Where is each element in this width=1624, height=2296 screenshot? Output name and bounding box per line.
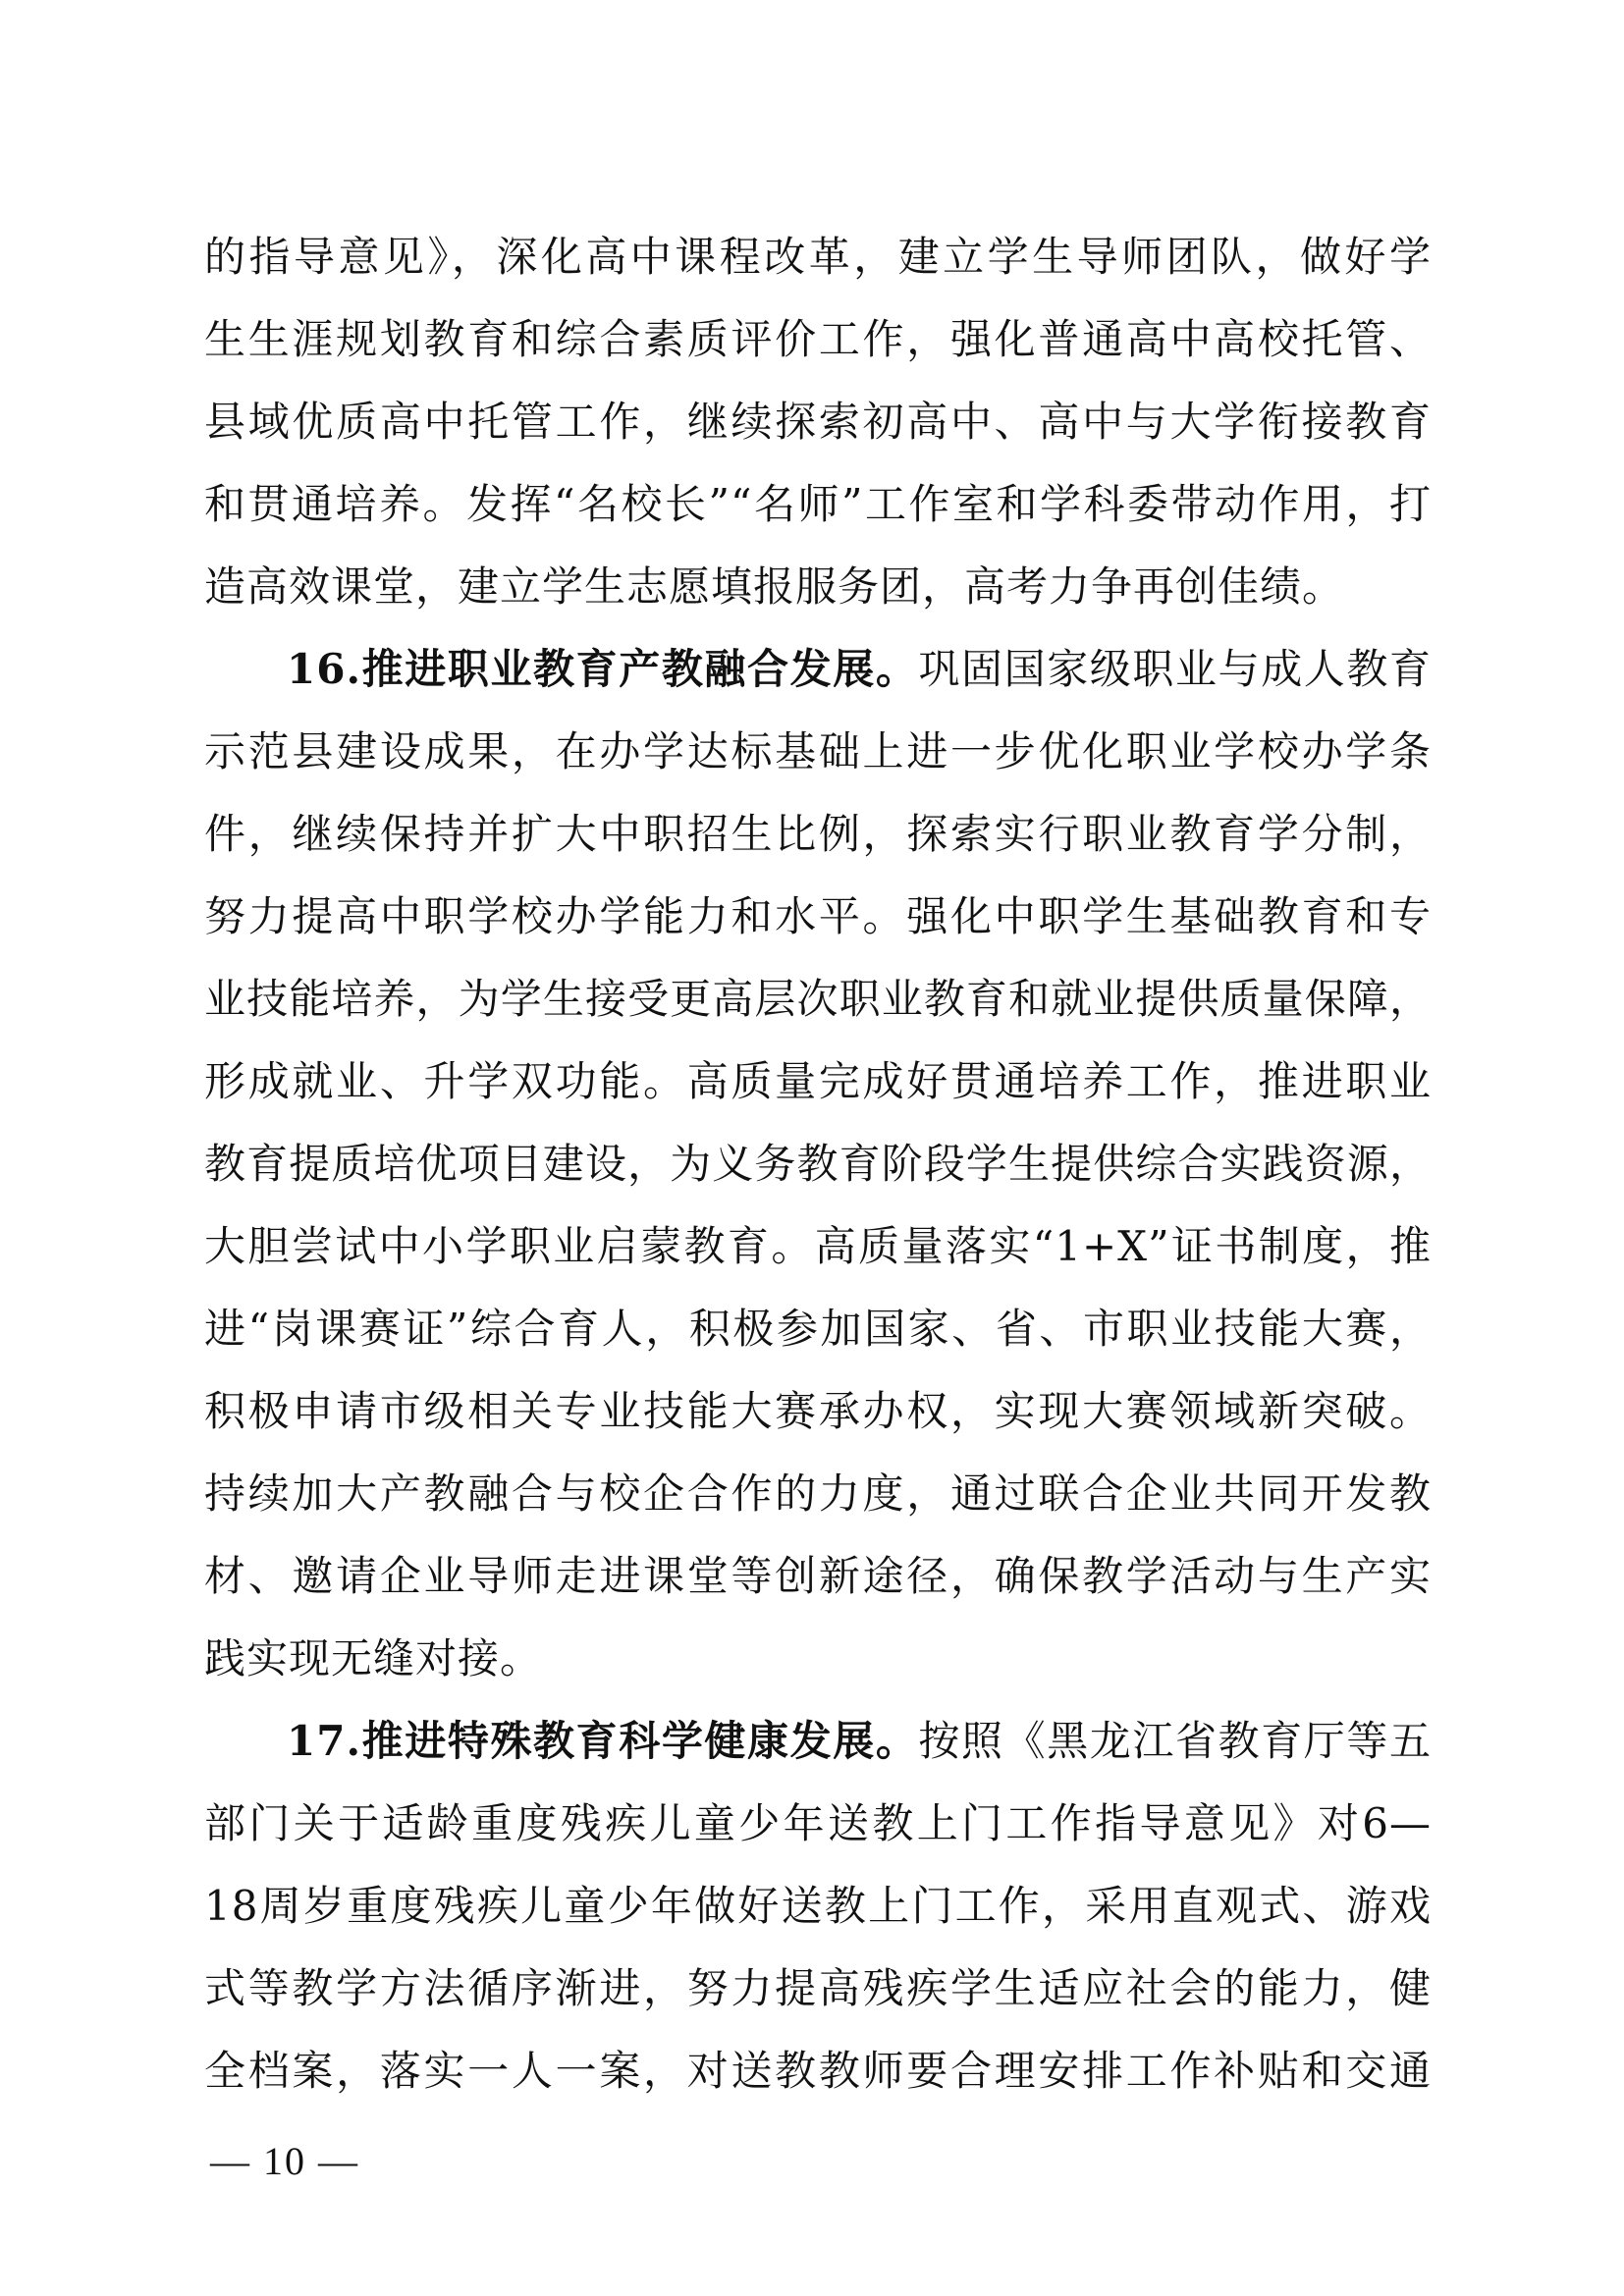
section-16-first-line <box>204 628 1432 711</box>
section-17-first-line <box>204 1700 1432 1783</box>
text-line: 积极申请市级相关专业技能大赛承办权，实现大赛领域新突破。 <box>204 1387 1432 1435</box>
page-number: — 10 — <box>210 2139 359 2183</box>
text-line: 进“岗课赛证”综合育人，积极参加国家、省、市职业技能大赛， <box>204 1305 1432 1353</box>
text-line: 材、邀请企业导师走进课堂等创新途径，确保教学活动与生产实 <box>204 1552 1432 1600</box>
text-line: 教育提质培优项目建设，为义务教育阶段学生提供综合实践资源， <box>204 1140 1432 1188</box>
text-line: 践实现无缝对接。 <box>204 1634 543 1682</box>
text-line: 县域优质高中托管工作，继续探索初高中、高中与大学衔接教育 <box>204 398 1432 446</box>
text-line: 18周岁重度残疾儿童少年做好送教上门工作，采用直观式、游戏 <box>204 1882 1432 1930</box>
text-line: 和贯通培养。发挥“名校长”“名师”工作室和学科委带动作用，打 <box>204 480 1432 528</box>
section-16-first-line-text: 巩固国家级职业与成人教育 <box>918 645 1432 693</box>
text-line: 式等教学方法循序渐进，努力提高残疾学生适应社会的能力，健 <box>204 1964 1432 2012</box>
section-17-heading: 17.推进特殊教育科学健康发展。 <box>287 1717 919 1765</box>
text-line: 努力提高中职学校办学能力和水平。强化中职学生基础教育和专 <box>204 892 1432 940</box>
text-line: 的指导意见》，深化高中课程改革，建立学生导师团队，做好学 <box>204 233 1432 281</box>
text-line: 生生涯规划教育和综合素质评价工作，强化普通高中高校托管、 <box>204 315 1432 363</box>
text-line: 持续加大产教融合与校企合作的力度，通过联合企业共同开发教 <box>204 1469 1432 1518</box>
text-line: 形成就业、升学双功能。高质量完成好贯通培养工作，推进职业 <box>204 1057 1432 1105</box>
document-body <box>204 216 1432 2112</box>
text-line: 部门关于适龄重度残疾儿童少年送教上门工作指导意见》对6— <box>204 1799 1432 1847</box>
section-17-first-line-text: 按照《黑龙江省教育厅等五 <box>918 1717 1432 1765</box>
section-16-heading: 16.推进职业教育产教融合发展。 <box>287 645 919 693</box>
text-line: 大胆尝试中小学职业启蒙教育。高质量落实“1+X”证书制度，推 <box>204 1222 1432 1270</box>
text-line: 件，继续保持并扩大中职招生比例，探索实行职业教育学分制， <box>204 810 1432 858</box>
text-line: 示范县建设成果，在办学达标基础上进一步优化职业学校办学条 <box>204 727 1432 775</box>
text-line: 全档案，落实一人一案，对送教教师要合理安排工作补贴和交通 <box>204 2047 1432 2095</box>
text-line: 业技能培养，为学生接受更高层次职业教育和就业提供质量保障， <box>204 975 1432 1023</box>
text-line: 造高效课堂，建立学生志愿填报服务团，高考力争再创佳绩。 <box>204 562 1345 611</box>
